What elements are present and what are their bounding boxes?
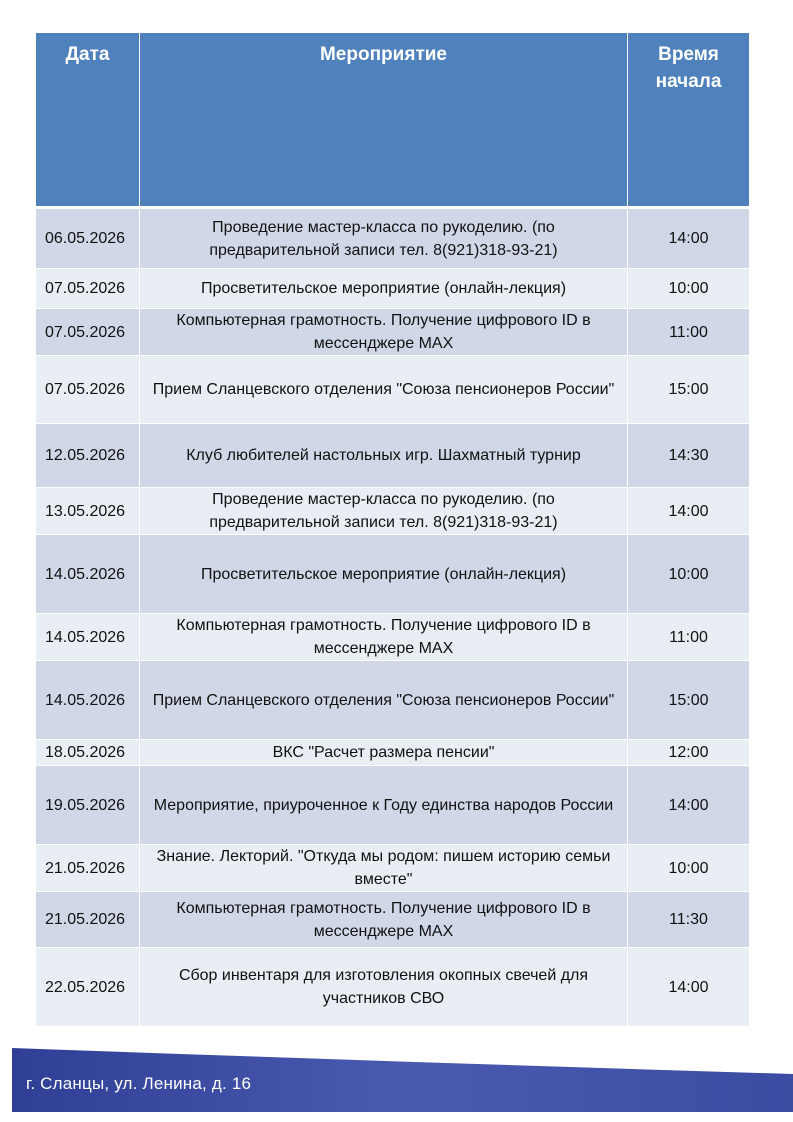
row-date: 07.05.2026 (36, 269, 140, 309)
row-time: 12:00 (628, 740, 749, 766)
table-row (36, 488, 749, 535)
row-event: Проведение мастер-класса по рукоделию. (по предварительной записи тел. 8(921)318-93-21) (140, 488, 628, 535)
row-event: Мероприятие, приуроченное к Году единства народов России (140, 766, 628, 845)
row-date: 12.05.2026 (36, 424, 140, 488)
row-time: 11:00 (628, 614, 749, 661)
row-time: 10:00 (628, 269, 749, 309)
table-row (36, 209, 749, 269)
header-time-line2: начала (655, 71, 722, 92)
row-date: 18.05.2026 (36, 740, 140, 766)
row-date: 07.05.2026 (36, 309, 140, 356)
row-date: 21.05.2026 (36, 892, 140, 948)
row-date: 22.05.2026 (36, 948, 140, 1027)
row-time: 14:00 (628, 488, 749, 535)
header-date: Дата (36, 33, 140, 209)
table-row (36, 309, 749, 356)
table-row (36, 535, 749, 614)
row-event: Просветительское мероприятие (онлайн-лекция) (140, 269, 628, 309)
row-time: 14:00 (628, 209, 749, 269)
table-row (36, 661, 749, 740)
row-date: 14.05.2026 (36, 535, 140, 614)
row-time: 10:00 (628, 535, 749, 614)
table-row (36, 740, 749, 766)
row-time: 15:00 (628, 661, 749, 740)
table-row (36, 892, 749, 948)
table-row (36, 845, 749, 892)
row-event: Компьютерная грамотность. Получение цифрового ID в мессенджере MAX (140, 309, 628, 356)
row-event: Сбор инвентаря для изготовления окопных свечей для участников СВО (140, 948, 628, 1027)
table-row (36, 614, 749, 661)
footer-address: г. Сланцы, ул. Ленина, д. 16 (26, 1074, 252, 1093)
table-row (36, 356, 749, 424)
row-event: Компьютерная грамотность. Получение цифрового ID в мессенджере MAX (140, 892, 628, 948)
table-row (36, 269, 749, 309)
header-time-line1: Время (658, 44, 719, 65)
header-event: Мероприятие (140, 33, 628, 209)
row-date: 14.05.2026 (36, 661, 140, 740)
row-event: Просветительское мероприятие (онлайн-лекция) (140, 535, 628, 614)
row-event: Прием Сланцевского отделения "Союза пенсионеров России" (140, 661, 628, 740)
row-date: 14.05.2026 (36, 614, 140, 661)
table-row (36, 766, 749, 845)
header-time (628, 33, 749, 209)
row-event: Компьютерная грамотность. Получение цифрового ID в мессенджере MAX (140, 614, 628, 661)
row-event: ВКС "Расчет размера пенсии" (140, 740, 628, 766)
row-event: Прием Сланцевского отделения "Союза пенсионеров России" (140, 356, 628, 424)
table-header-row (36, 33, 749, 209)
table-row (36, 424, 749, 488)
row-time: 14:00 (628, 766, 749, 845)
row-date: 13.05.2026 (36, 488, 140, 535)
row-date: 06.05.2026 (36, 209, 140, 269)
schedule-table (36, 33, 749, 1027)
row-event: Проведение мастер-класса по рукоделию. (по предварительной записи тел. 8(921)318-93-21) (140, 209, 628, 269)
row-time: 14:00 (628, 948, 749, 1027)
row-time: 11:00 (628, 309, 749, 356)
row-date: 21.05.2026 (36, 845, 140, 892)
row-event: Клуб любителей настольных игр. Шахматный турнир (140, 424, 628, 488)
row-date: 07.05.2026 (36, 356, 140, 424)
row-time: 15:00 (628, 356, 749, 424)
row-time: 10:00 (628, 845, 749, 892)
row-time: 14:30 (628, 424, 749, 488)
row-event: Знание. Лекторий. "Откуда мы родом: пишем историю семьи вместе" (140, 845, 628, 892)
row-time: 11:30 (628, 892, 749, 948)
table-row (36, 948, 749, 1027)
row-date: 19.05.2026 (36, 766, 140, 845)
